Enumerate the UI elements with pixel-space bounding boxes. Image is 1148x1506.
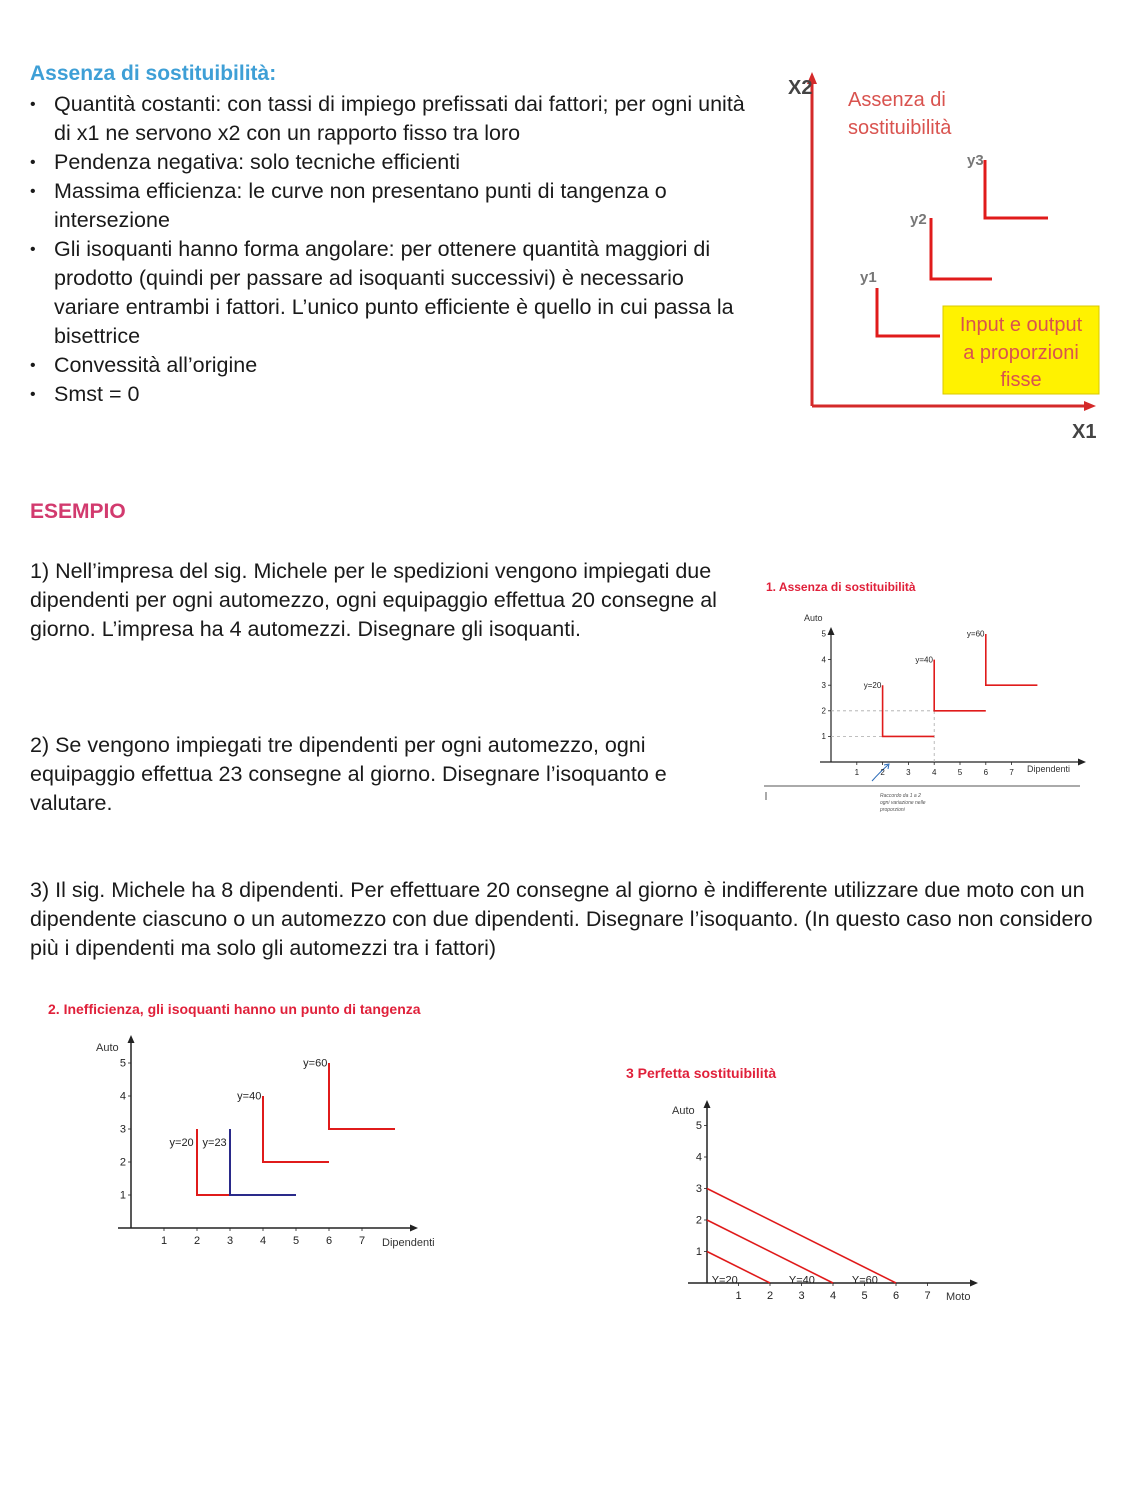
- x-tick-label: 7: [924, 1290, 931, 1302]
- y-tick-label: 5: [695, 1120, 702, 1133]
- list-item: • Gli isoquanti hanno forma angolare: per ottenere quantità maggiori di prodotto (quindi per passare ad isoquanti successivi) è necessario variare entrambi i fattori. L’unico punto efficiente è quello in cui passa la bisettrice: [30, 235, 750, 351]
- isoquant-y-60: [986, 634, 1038, 685]
- y-tick-label: 5: [821, 629, 826, 639]
- list-item: • Massima efficienza: le curve non presentano punti di tangenza o intersezione: [30, 177, 750, 235]
- chart-assenza-sostituibilita: [762, 575, 1092, 820]
- isoquant-y-60: [329, 1063, 395, 1129]
- y-axis-arrow: [128, 1035, 135, 1043]
- x-tick-label: 4: [259, 1235, 267, 1247]
- list-item: • Pendenza negativa: solo tecniche efficienti: [30, 148, 750, 177]
- y-tick-label: 5: [119, 1057, 126, 1070]
- y-axis-label: Auto: [672, 1105, 695, 1117]
- isoquant-y-40: [263, 1096, 329, 1162]
- x-tick-label: 6: [983, 768, 989, 777]
- list-item: • Smst = 0: [30, 380, 750, 409]
- x-tick-label: 3: [906, 768, 911, 777]
- box-text-line2: a proporzioni: [963, 342, 1079, 364]
- y-tick-label: 2: [821, 706, 826, 716]
- curve-label-y2: y2: [910, 211, 927, 228]
- isoquant-label: y=20: [863, 680, 882, 690]
- section-heading: Assenza di sostituibilità:: [30, 62, 277, 85]
- x-tick-label: 1: [854, 768, 860, 777]
- x-tick-label: 7: [1009, 768, 1014, 777]
- y-tick-label: 1: [119, 1189, 126, 1202]
- svg-text:ogni variazione nelle: ogni variazione nelle: [880, 800, 926, 806]
- x-tick-label: 6: [325, 1235, 333, 1247]
- chart-title: 3 Perfetta sostituibilità: [626, 1065, 777, 1081]
- curve-label-y3: y3: [967, 152, 984, 169]
- y-tick-label: 1: [821, 732, 826, 742]
- handwritten-note: [879, 793, 926, 813]
- x-axis-arrow: [970, 1280, 978, 1287]
- x-axis-arrow: [410, 1225, 418, 1232]
- x-tick-label: 2: [193, 1235, 201, 1247]
- example-heading: ESEMPIO: [30, 500, 126, 523]
- x-tick-label: 4: [829, 1290, 837, 1302]
- box-text-line1: Input e output: [959, 314, 1083, 336]
- chart-title: 2. Inefficienza, gli isoquanti hanno un punto di tangenza: [48, 1001, 421, 1017]
- x-axis-label: X1: [1072, 421, 1097, 443]
- x-axis-label: Dipendenti: [382, 1237, 435, 1249]
- x-tick-label: 7: [358, 1235, 366, 1247]
- x-axis-arrow: [1078, 759, 1086, 766]
- list-item: • Convessità all’origine: [30, 351, 750, 380]
- y-tick-label: 4: [119, 1090, 126, 1103]
- y-tick-label: 3: [119, 1123, 126, 1136]
- isoquant-y3: [985, 160, 1048, 218]
- x-tick-label: 2: [880, 768, 885, 777]
- svg-text:proporzioni: proporzioni: [880, 807, 905, 813]
- y-axis-label: Auto: [804, 613, 823, 623]
- isoquant-y-40: [934, 660, 986, 711]
- y-axis-label: Auto: [96, 1042, 119, 1054]
- x-tick-label: 4: [931, 768, 937, 777]
- chart-title: 1. Assenza di sostituibilità: [766, 580, 916, 594]
- isoquant-y-20: [883, 685, 935, 736]
- diagram-title-line1: Assenza di: [848, 89, 946, 111]
- curve-label-y1: y1: [860, 269, 877, 286]
- box-text-line3: fisse: [1000, 369, 1042, 391]
- isoquant-y-60: [707, 1189, 896, 1284]
- y-tick-label: 3: [695, 1183, 702, 1196]
- isoquant-label: y=40: [237, 1090, 262, 1103]
- y-axis-label: X2: [788, 77, 813, 99]
- x-tick-label: 5: [957, 768, 963, 777]
- x-axis-label: Dipendenti: [1027, 764, 1071, 774]
- fixed-proportions-diagram: [760, 60, 1140, 460]
- isoquant-label: Y=40: [788, 1274, 815, 1287]
- isoquant-label: y=60: [303, 1057, 328, 1070]
- isoquant-label: Y=60: [851, 1274, 878, 1287]
- y-tick-label: 4: [821, 655, 826, 665]
- y-axis-arrow: [704, 1100, 711, 1108]
- x-tick-label: 1: [160, 1235, 168, 1247]
- chart-perfetta-sostituibilita: [620, 1060, 990, 1310]
- x-tick-label: 2: [766, 1290, 774, 1302]
- chart-inefficienza: [40, 995, 460, 1260]
- x-tick-label: 3: [226, 1235, 234, 1247]
- list-item: • Quantità costanti: con tassi di impiego prefissati dai fattori; per ogni unità di x1 ne servono x2 con un rapporto fisso tra loro: [30, 90, 750, 148]
- isoquant-label: y=20: [169, 1136, 194, 1149]
- svg-text:Raccordo da 1 a 2: Raccordo da 1 a 2: [880, 793, 921, 799]
- isoquant-label: y=60: [966, 629, 985, 639]
- y-tick-label: 4: [695, 1151, 702, 1164]
- x-tick-label: 5: [861, 1290, 868, 1302]
- diagram-title-line2: sostituibilità: [848, 117, 952, 139]
- question-3: 3) Il sig. Michele ha 8 dipendenti. Per effettuare 20 consegne al giorno è indifferente utilizzare due moto con un dipendente ciascuno o un automezzo con due dipendenti. Disegnare l’isoquanto. (In questo caso non considero più i dipendenti ma solo gli automezzi tra i fattori): [30, 878, 1093, 960]
- y-tick-label: 2: [119, 1156, 126, 1169]
- x-tick-label: 6: [892, 1290, 900, 1302]
- isoquant-y1: [877, 288, 940, 336]
- isoquant-label: y=23: [202, 1136, 227, 1149]
- question-1: 1) Nell’impresa del sig. Michele per le spedizioni vengono impiegati due dipendenti per ogni automezzo, ogni equipaggio effettua 20 consegne al giorno. L’impresa ha 4 automezzi. Disegnare gli isoquanti.: [30, 559, 717, 641]
- x-axis-label: Moto: [946, 1291, 971, 1303]
- isoquant-y2: [931, 218, 992, 279]
- y-tick-label: 3: [821, 680, 826, 690]
- isoquant-label: Y=20: [711, 1274, 738, 1287]
- x-tick-label: 5: [292, 1235, 300, 1247]
- question-2: 2) Se vengono impiegati tre dipendenti per ogni automezzo, ogni equipaggio effettua 23 consegne al giorno. Disegnare l’isoquanto e valutare.: [30, 733, 667, 815]
- x-tick-label: 3: [798, 1290, 805, 1302]
- y-tick-label: 1: [695, 1246, 702, 1259]
- y-tick-label: 2: [695, 1214, 702, 1227]
- isoquant-label: y=40: [915, 655, 933, 665]
- x-tick-label: 1: [735, 1290, 742, 1302]
- x-axis-arrow: [1084, 401, 1096, 411]
- properties-list: [30, 90, 750, 409]
